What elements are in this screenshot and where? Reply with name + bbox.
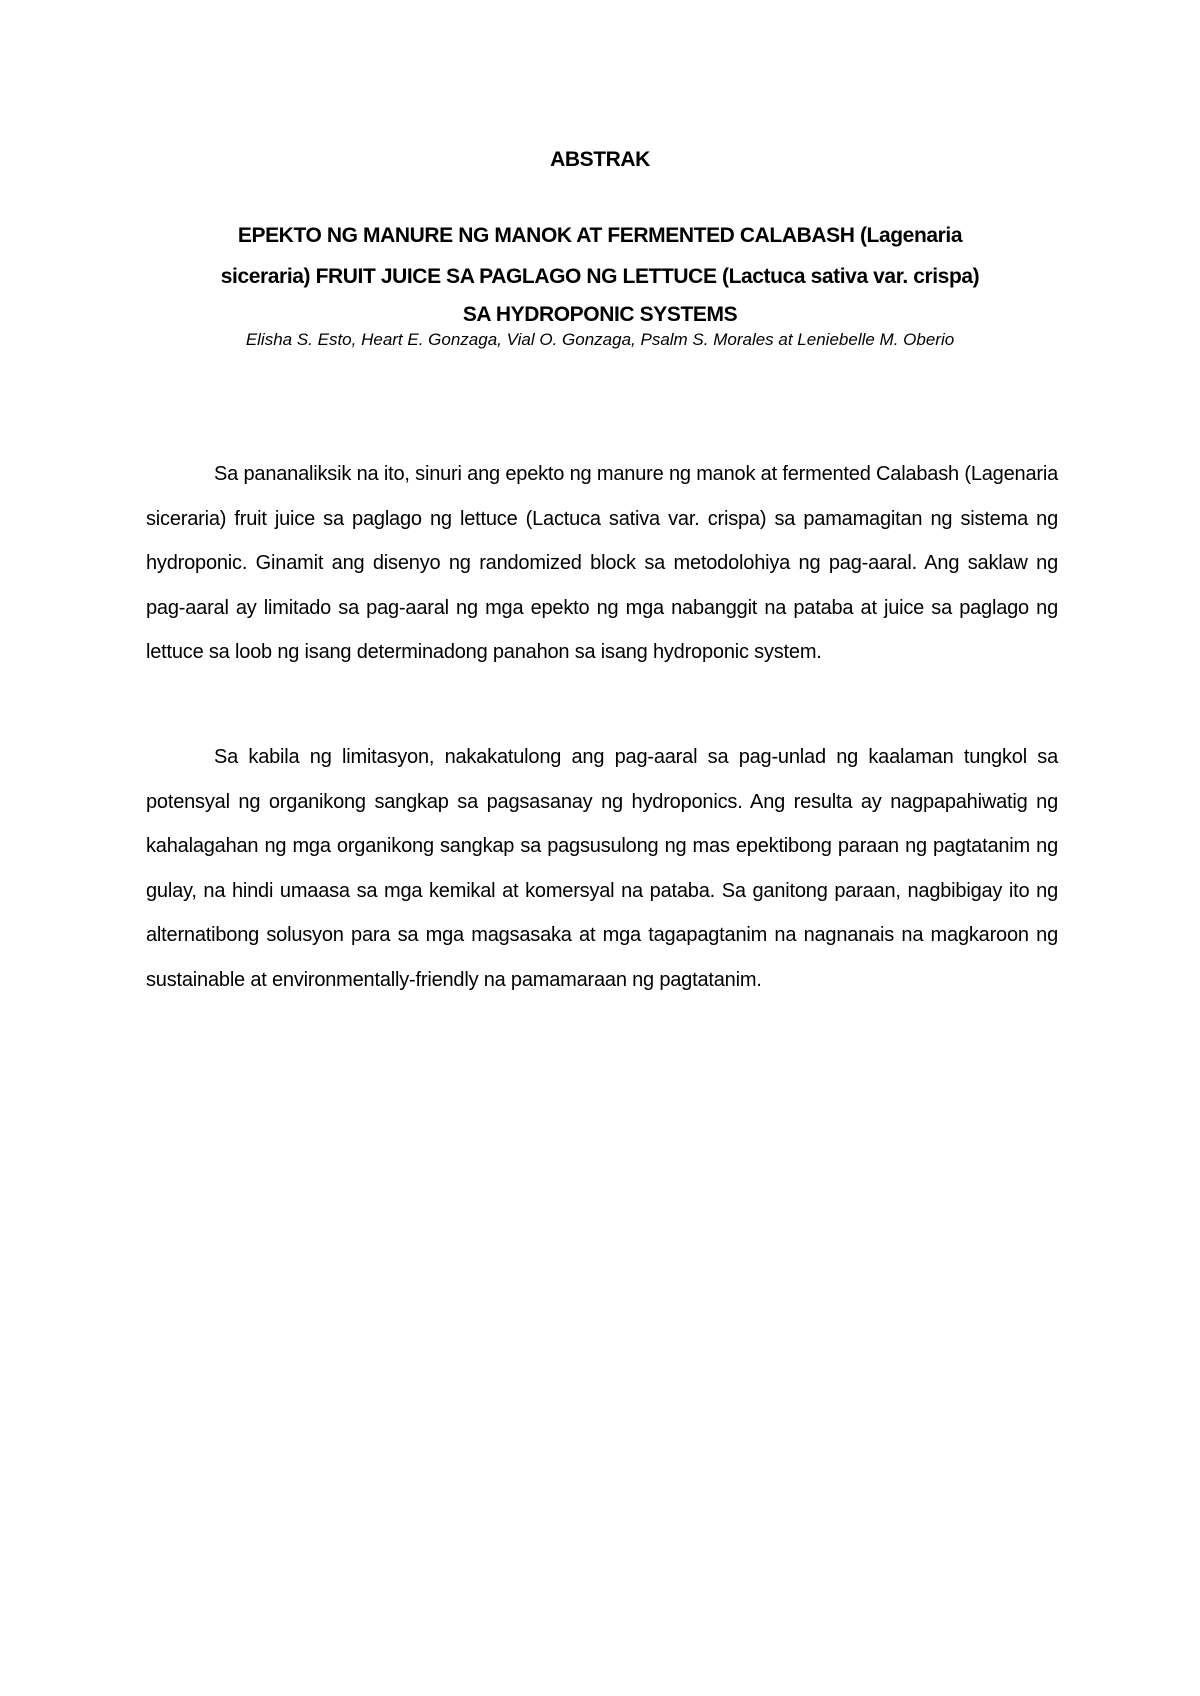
abstract-paragraph-1: Sa pananaliksik na ito, sinuri ang epekto ng manure ng manok at fermented Calabash (Lagenaria siceraria) fruit juice sa paglago ng lettuce (Lactuca sativa var. crispa) sa pamamagitan ng sistema ng hydroponic. Ginamit ang disenyo ng randomized block sa metodolohiya ng pag-aaral. Ang saklaw ng pag-aaral ay limitado sa pag-aaral ng mga epekto ng mga nabanggit na pataba at juice sa paglago ng lettuce sa loob ng isang determinadong panahon sa isang hydroponic system. bbox=[146, 463, 1058, 663]
author-list: Elisha S. Esto, Heart E. Gonzaga, Vial O. Gonzaga, Psalm S. Morales at Leniebelle M. Oberio bbox=[245, 330, 955, 349]
abstract-heading: ABSTRAK bbox=[550, 148, 650, 171]
title-line-3: SA HYDROPONIC SYSTEMS bbox=[462, 303, 738, 326]
abstract-paragraph-2: Sa kabila ng limitasyon, nakakatulong ang pag-aaral sa pag-unlad ng kaalaman tungkol sa potensyal ng organikong sangkap sa pagsasanay ng hydroponics. Ang resulta ay nagpapahiwatig ng kahalagahan ng mga organikong sangkap sa pagsusulong ng mas epektibong paraan ng pagtatanim ng gulay, na hindi umaasa sa mga kemikal at komersyal na pataba. Sa ganitong paraan, nagbibigay ito ng alternatibong solusyon para sa mga magsasaka at mga tagapagtanim na nagnanais na magkaroon ng sustainable at environmentally-friendly na pamamaraan ng pagtatanim. bbox=[146, 746, 1058, 991]
title-line-2: siceraria) FRUIT JUICE SA PAGLAGO NG LETTUCE (Lactuca sativa var. crispa) bbox=[220, 265, 980, 288]
title-line-1: EPEKTO NG MANURE NG MANOK AT FERMENTED CALABASH (Lagenaria bbox=[237, 224, 963, 247]
